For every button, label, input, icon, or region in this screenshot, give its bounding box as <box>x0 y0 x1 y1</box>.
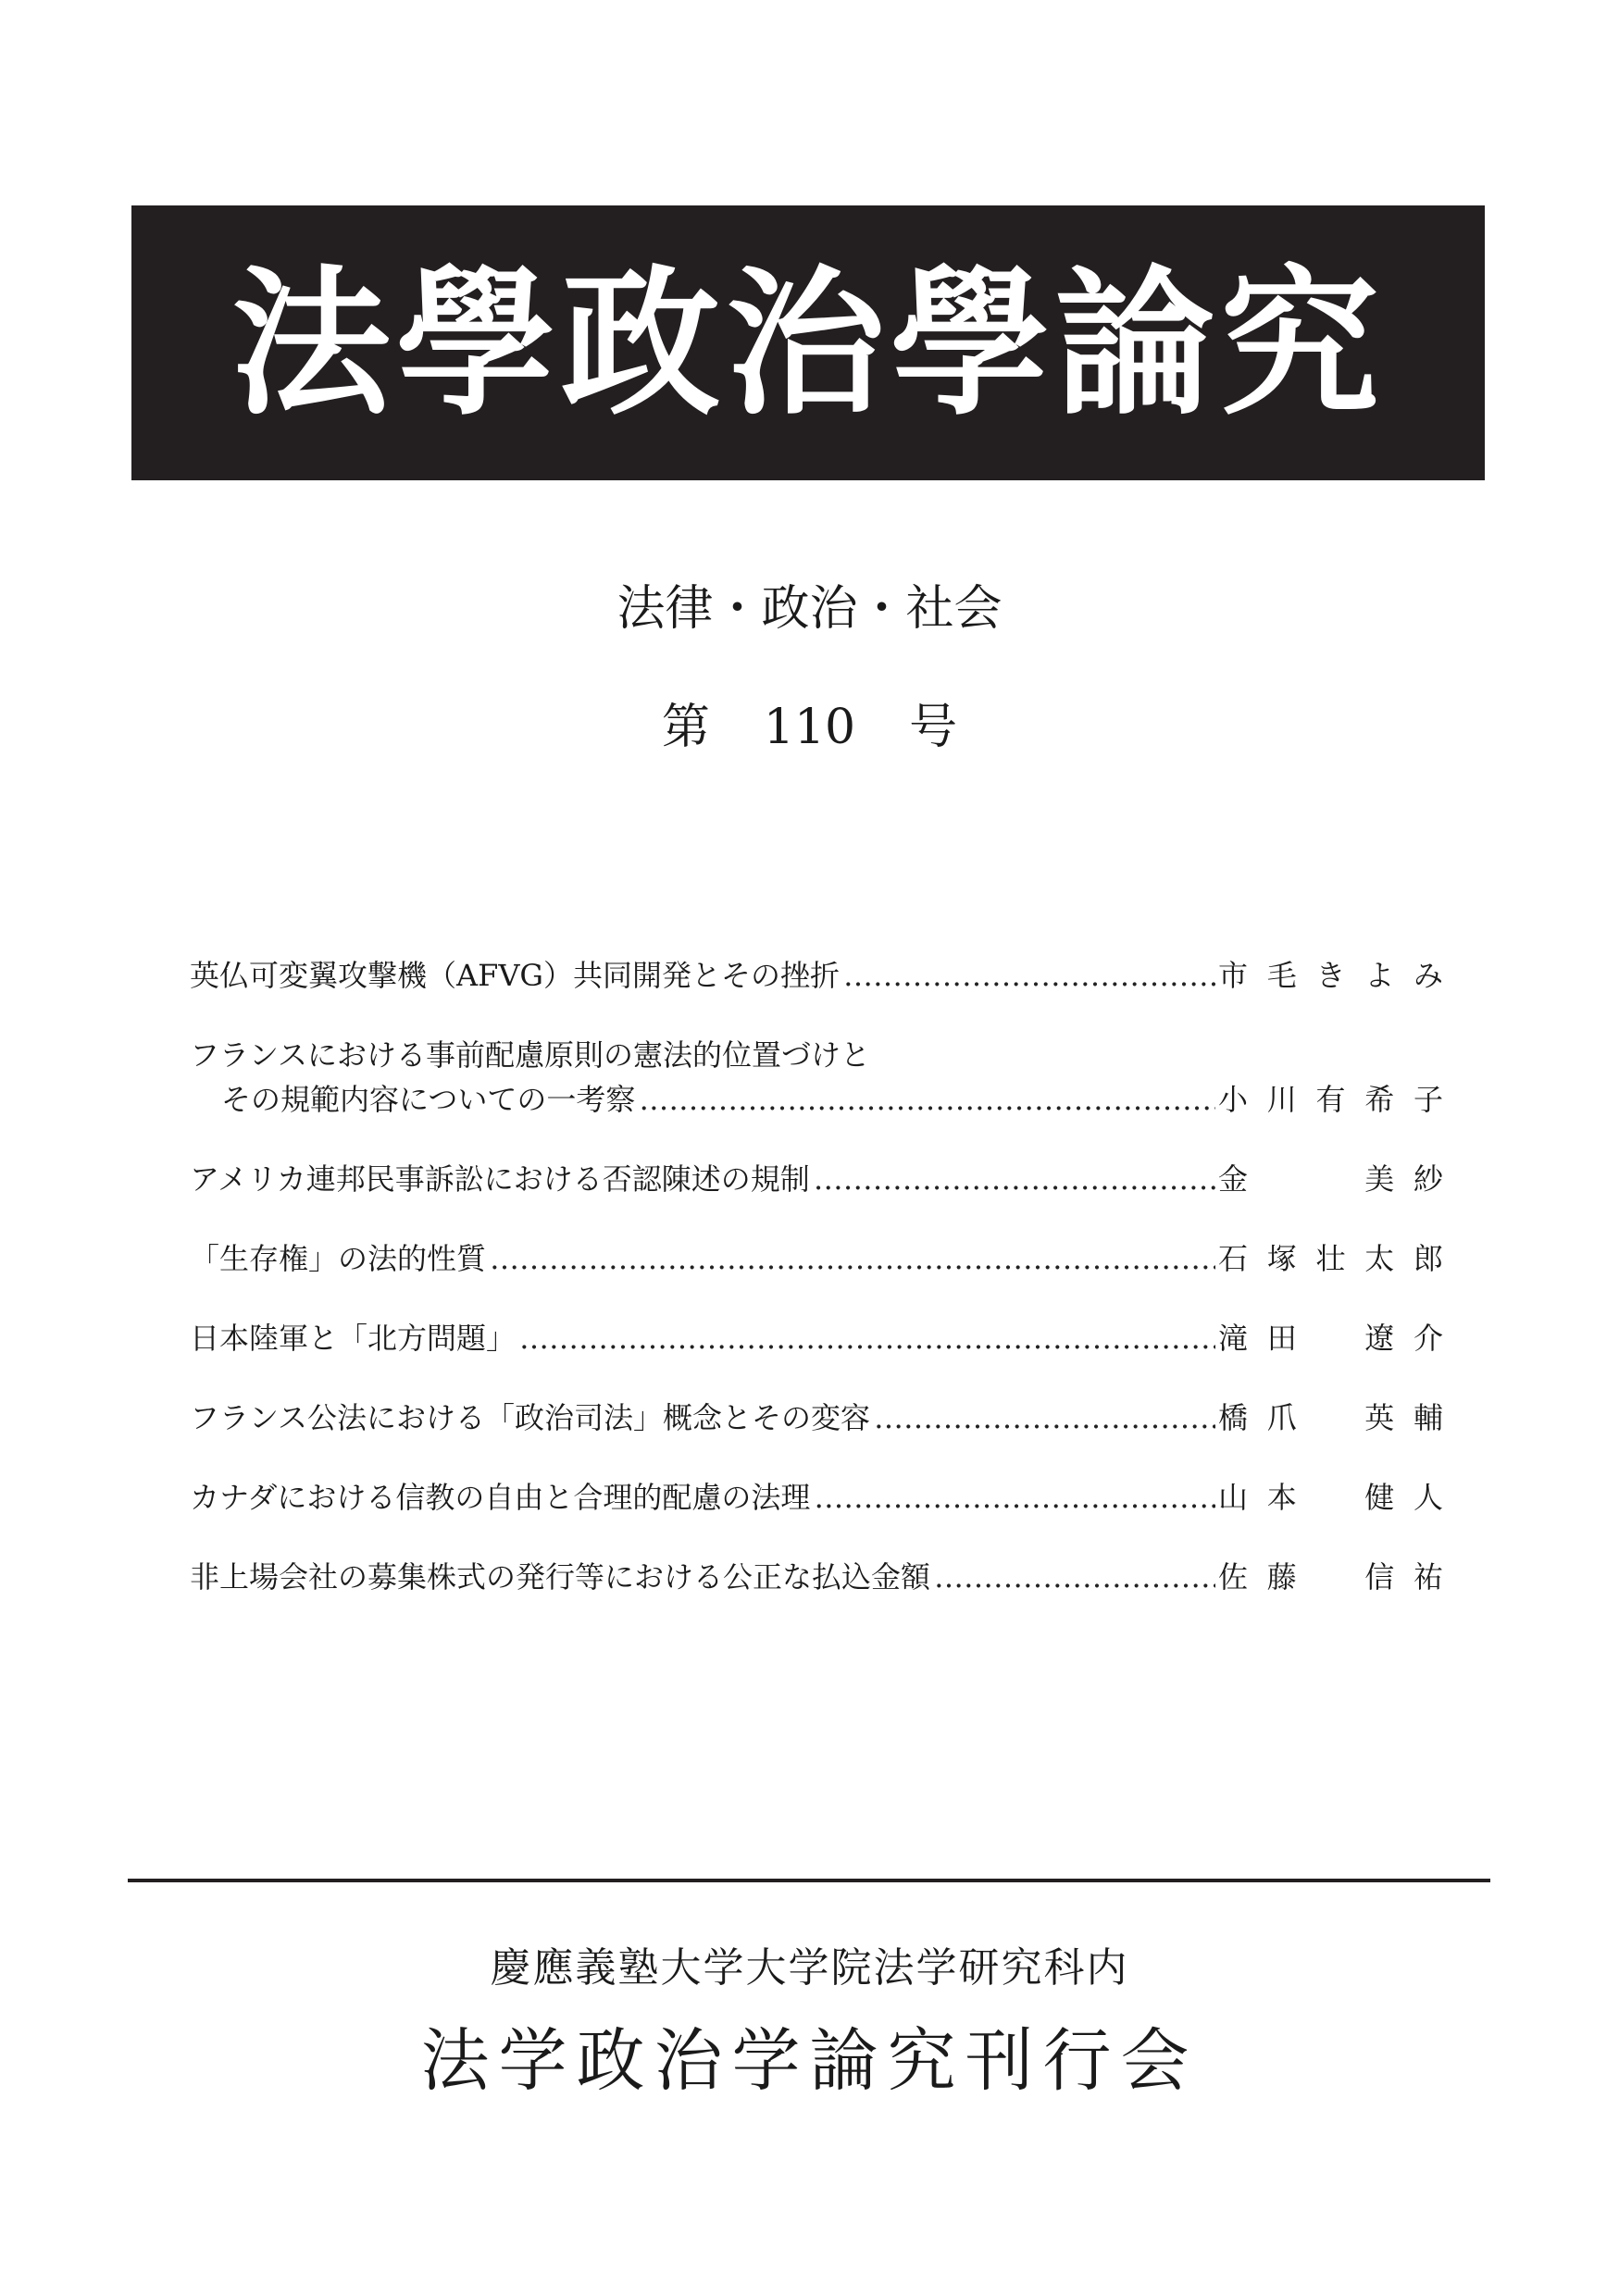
toc-entry <box>190 1475 1444 1520</box>
toc-entry-author: 小 川 有 希 子 <box>1217 1082 1443 1117</box>
toc-entry-author: 市 毛 き よ み <box>1217 958 1443 993</box>
toc-leader <box>490 1236 1215 1281</box>
journal-subtitle: 法律・政治・社会 <box>616 581 1003 637</box>
toc-entry <box>190 1157 1444 1201</box>
toc-entry-author: 山 本 健 人 <box>1217 1480 1443 1515</box>
toc-entry-title: 非上場会社の募集株式の発行等における公正な払込金額 <box>190 1559 931 1595</box>
toc-entry-title: フランス公法における「政治司法」概念とその変容 <box>190 1400 871 1435</box>
toc-entry-title: 英仏可変翼攻撃機（AFVG）共同開発とその挫折 <box>190 958 840 993</box>
publisher-name: 法学政治学論究刊行会 <box>420 2021 1199 2101</box>
toc-entry-title: カナダにおける信教の自由と合理的配慮の法理 <box>190 1480 811 1515</box>
toc-entry <box>190 1396 1444 1440</box>
table-of-contents <box>190 953 1444 1634</box>
journal-title-banner <box>131 205 1485 480</box>
toc-leader <box>639 1077 1215 1122</box>
toc-entry-title: アメリカ連邦民事訴訟における否認陳述の規制 <box>190 1161 810 1197</box>
toc-entry-title: 日本陸軍と「北方問題」 <box>190 1321 517 1356</box>
toc-entry <box>190 1033 1444 1122</box>
toc-entry <box>190 1555 1444 1599</box>
toc-entry-author: 佐 藤 信 祐 <box>1217 1559 1443 1595</box>
toc-entry <box>190 1236 1444 1281</box>
toc-leader <box>934 1555 1215 1599</box>
toc-entry-author: 橋 爪 英 輔 <box>1217 1400 1443 1435</box>
issue-value: 110 <box>763 700 856 755</box>
divider-rule <box>128 1879 1490 1882</box>
toc-entry-author: 石 塚 壮 太 郎 <box>1217 1241 1443 1276</box>
toc-entry <box>190 1316 1444 1360</box>
issue-number <box>0 700 1619 755</box>
toc-entry <box>190 953 1444 998</box>
toc-entry-author: 滝 田 遼 介 <box>1217 1321 1443 1356</box>
toc-leader <box>843 953 1215 998</box>
toc-entry-title: その規範内容についての一考察 <box>221 1082 636 1117</box>
issue-prefix: 第 <box>661 700 710 755</box>
issue-suffix: 号 <box>909 700 958 755</box>
toc-entry-title: 「生存権」の法的性質 <box>190 1241 487 1276</box>
journal-title: 法學政治學論究 <box>231 248 1385 437</box>
toc-leader <box>519 1316 1215 1360</box>
toc-entry-author: 金 美 紗 <box>1217 1161 1443 1197</box>
publisher-affiliation: 慶應義塾大学大学院法学研究科内 <box>490 1944 1129 1992</box>
toc-entry-title-line1: フランスにおける事前配慮原則の憲法的位置づけと <box>190 1037 871 1073</box>
toc-leader <box>814 1475 1215 1520</box>
toc-leader <box>814 1157 1215 1201</box>
toc-leader <box>874 1396 1215 1440</box>
